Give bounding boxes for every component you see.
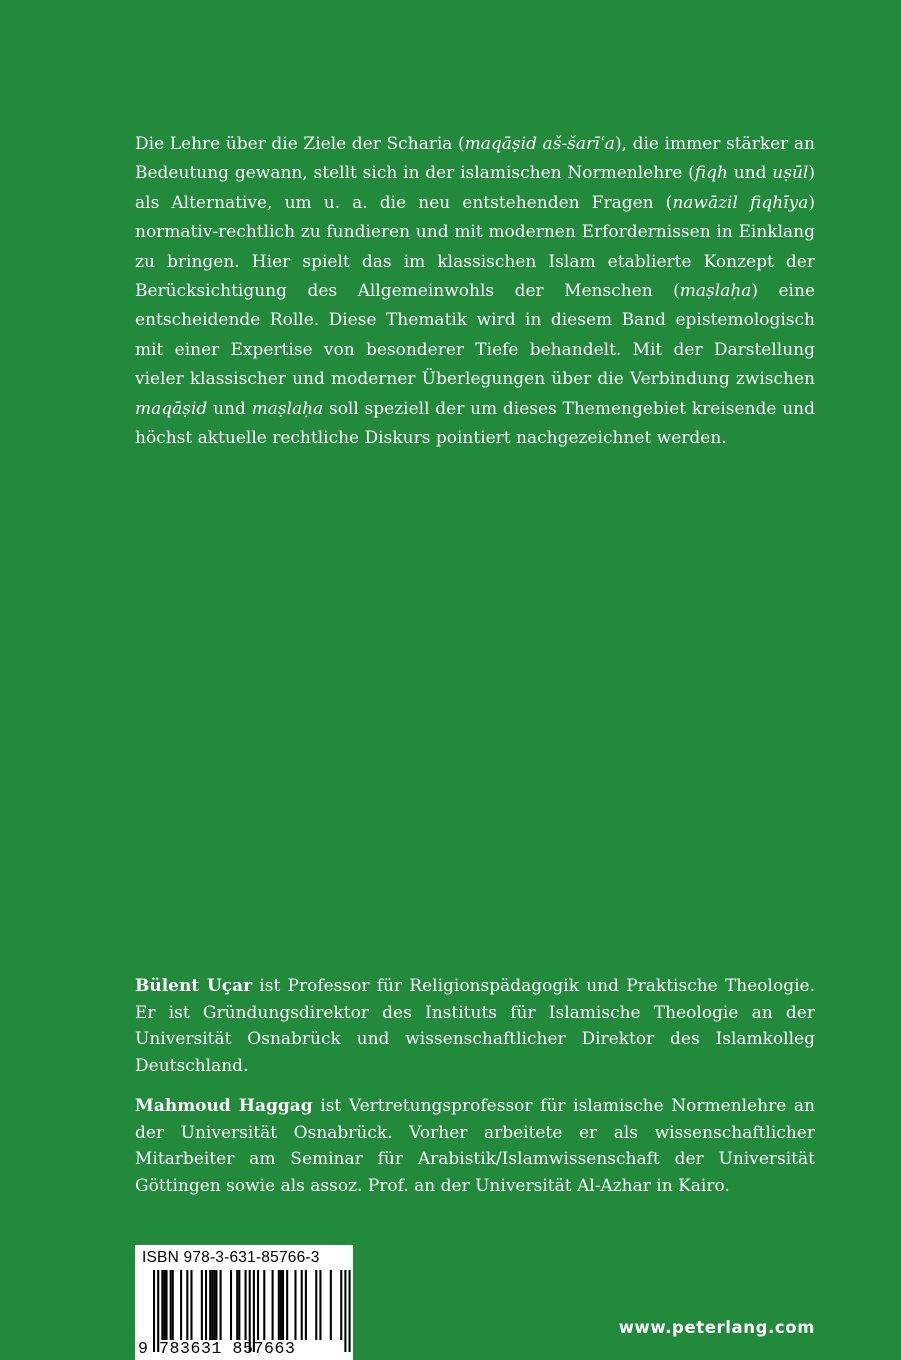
barcode-bar: [282, 1270, 284, 1340]
barcode-bar: [220, 1270, 222, 1340]
author-bio: [135, 1093, 815, 1200]
barcode-bar: [161, 1270, 163, 1340]
author-name: Mahmoud Haggag: [135, 1096, 313, 1116]
barcode-bar: [209, 1270, 211, 1340]
blurb-text: ) eine entscheidende Rolle. Diese Thematik wird in diesem Band epistemologisch mit einer Expertise von besonderer Tiefe behandelt. Mit der Darstellung vieler klassischer und moderner Überlegungen über die Verbindung zwischen: [135, 281, 816, 390]
barcode-bar: [263, 1270, 265, 1340]
barcode-bar: [201, 1270, 203, 1340]
author-name: Bülent Uçar: [135, 976, 253, 996]
barcode-bar: [236, 1270, 238, 1340]
blurb-paragraph: [135, 130, 815, 453]
blurb-text: Die Lehre über die Ziele der Scharia (: [135, 134, 465, 154]
barcode-bar: [211, 1270, 213, 1340]
barcode-label: [135, 1245, 353, 1360]
barcode-bar: [294, 1270, 296, 1340]
blurb-text: ) als Alternative, um u. a. die neu entstehenden Fragen (: [135, 163, 815, 213]
barcode-bar: [213, 1270, 215, 1340]
barcode-bar: [205, 1270, 207, 1340]
barcode-bar: [278, 1270, 280, 1340]
barcode-digits: 9 783631 857663: [138, 1339, 296, 1358]
barcode-bar: [165, 1270, 167, 1340]
barcode-bar: [180, 1270, 182, 1340]
blurb-term: fiqh: [694, 163, 728, 184]
blurb-term: maṣlaḥa: [679, 281, 752, 302]
author-bio-text: ist Vertretungsprofessor für islamische Normenlehre an der Universität Osnabrück. Vorher arbeitete er als wissenschaftlicher Mitarbeiter am Seminar für Arabistik/Islamwissenschaft der Universität Göttingen sowie als assoz. Prof. an der Universität Al-Azhar in Kairo.: [135, 1096, 816, 1197]
blurb-text: und: [727, 163, 773, 184]
barcode-bar: [230, 1270, 232, 1340]
blurb-text: ), die immer stärker an Bedeutung gewann, stellt sich in der islamischen Normenlehre (: [135, 134, 815, 184]
blurb-text: soll speziell der um dieses Themengebiet kreisende und höchst aktuelle rechtliche Diskurs pointiert nachgezeichnet werden.: [135, 398, 815, 449]
barcode-bar: [170, 1270, 172, 1340]
barcode-bar: [245, 1270, 247, 1340]
barcode-bar: [272, 1270, 274, 1340]
barcode-bar: [330, 1270, 332, 1340]
barcode-bar: [172, 1270, 174, 1340]
barcode-bar: [319, 1270, 321, 1340]
barcode-bar: [301, 1270, 303, 1340]
barcode-bar: [163, 1270, 165, 1340]
barcode-bar: [315, 1270, 317, 1340]
publisher-website[interactable]: www.peterlang.com: [618, 1318, 815, 1337]
blurb-term: uṣūl: [772, 163, 809, 184]
barcode-bar: [238, 1270, 240, 1340]
author-bio: [135, 973, 815, 1080]
barcode-bar: [286, 1270, 288, 1340]
author-bio-text: ist Professor für Religionspädagogik und Praktische Theologie. Er ist Gründungsdirektor des Instituts für Islamische Theologie an der Universität Osnabrück und wissenschaftlicher Direktor des Islamkolleg Deutschland.: [135, 976, 815, 1077]
barcode-bar: [340, 1270, 342, 1340]
isbn-number: ISBN 978-3-631-85766-3: [142, 1249, 320, 1266]
blurb-term: nawāzil fiqhīya: [672, 192, 809, 213]
barcode-bar: [215, 1270, 217, 1340]
blurb-term: maqāṣid: [135, 398, 208, 419]
barcode-bar: [280, 1270, 282, 1340]
barcode-bar: [190, 1270, 192, 1340]
blurb-text: und: [207, 398, 252, 419]
blurb-term: maṣlaḥa: [251, 398, 324, 419]
barcode-bar: [257, 1270, 259, 1340]
blurb-text: ) normativ-rechtlich zu fundieren und mit modernen Erfordernissen in Einklang zu bringen. Hier spielt das im klassischen Islam etablierte Konzept der Berücksichtigung des Allgemeinwohls der Menschen (: [135, 192, 815, 302]
barcode-bar: [186, 1270, 188, 1340]
blurb-term: maqāṣid aš-šarīʿa: [464, 134, 615, 154]
barcode-bar: [305, 1270, 307, 1340]
